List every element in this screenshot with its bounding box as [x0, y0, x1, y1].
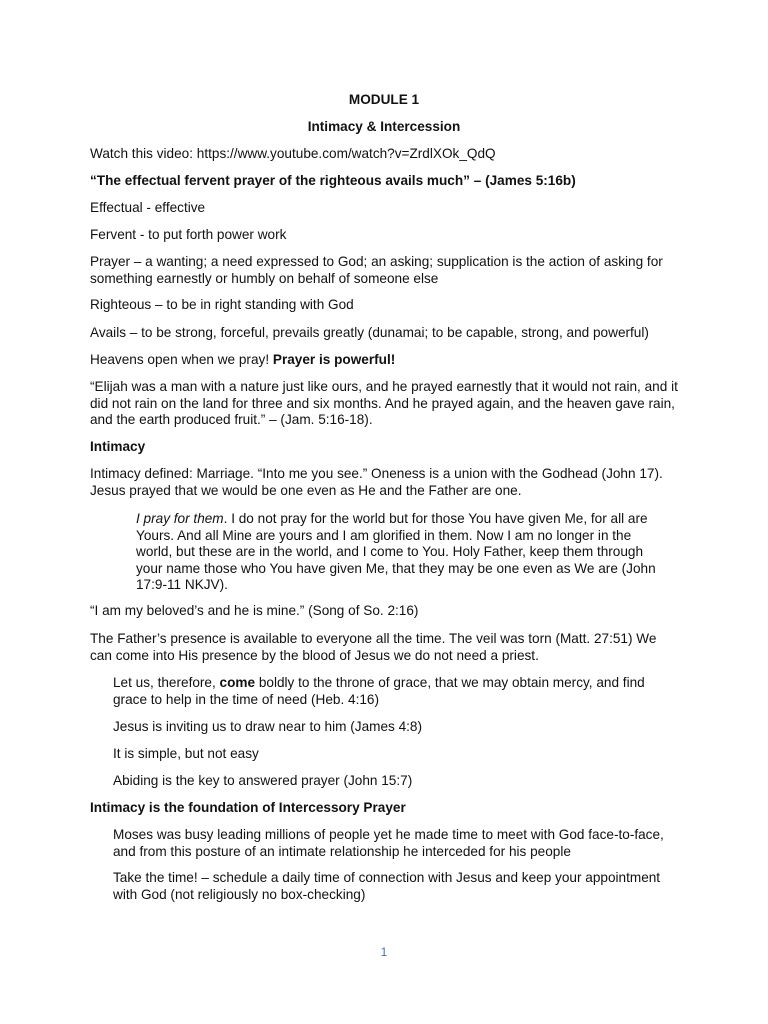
hebrews-verse: [113, 675, 680, 708]
video-link[interactable]: https://www.youtube.com/watch?v=ZrdlXOk_QdQ: [196, 146, 496, 161]
document-subtitle: Intimacy & Intercession: [307, 119, 461, 134]
definition-effectual: Effectual - effective: [90, 200, 206, 215]
definition-avails: Avails – to be strong, forceful, prevails greatly (dunamai; to be capable, strong, and powerful): [90, 325, 649, 340]
take-time-paragraph: Take the time! – schedule a daily time of connection with Jesus and keep your appointment with God (not religiously no box-checking): [113, 870, 661, 902]
elijah-quote: “Elijah was a man with a nature just like ours, and he prayed earnestly that it would not rain, and it did not rain on the land for three and six months. And he prayed again, and the heaven gave rain, and the earth produced fruit.” – (Jam. 5:16-18).: [90, 379, 678, 428]
foundation-heading: Intimacy is the foundation of Intercessory Prayer: [90, 800, 406, 815]
abiding-line: Abiding is the key to answered prayer (John 15:7): [113, 773, 413, 788]
john17-text: . I do not pray for the world but for those You have given Me, for all are Yours. And all Mine are yours and I am glorified in them. Now I am no longer in the world, but these are in the world, and I come to You. Holy Father, keep them through your name those who You have given Me, that they may be one even as We are (John 17:9-11 NKJV).: [136, 511, 656, 593]
john17-italic: I pray for them: [136, 511, 224, 526]
hebrews-bold: come: [219, 675, 256, 690]
heavens-bold: Prayer is powerful!: [272, 352, 396, 367]
heavens-text: Heavens open when we pray!: [90, 352, 273, 367]
module-title: MODULE 1: [348, 92, 420, 107]
key-verse: “The effectual fervent prayer of the righteous avails much” – (James 5:16b): [90, 173, 576, 188]
james-verse: Jesus is inviting us to draw near to him (James 4:8): [113, 719, 423, 734]
page-number: 1: [380, 945, 388, 959]
definition-prayer: Prayer – a wanting; a need expressed to God; an asking; supplication is the action of asking for something earnestly or humbly on behalf of someone else: [90, 254, 663, 286]
hebrews-before: Let us, therefore,: [113, 675, 220, 690]
song-quote: “I am my beloved’s and he is mine.” (Song of So. 2:16): [90, 603, 419, 618]
fathers-presence: The Father’s presence is available to everyone all the time. The veil was torn (Matt. 27:51) We can come into His presence by the blood of Jesus we do not need a priest.: [90, 631, 657, 663]
video-label: Watch this video:: [90, 146, 197, 161]
intimacy-heading: Intimacy: [90, 439, 146, 454]
intimacy-definition: Intimacy defined: Marriage. “Into me you see.” Oneness is a union with the Godhead (John 17). Jesus prayed that we would be one even as He and the Father are one.: [90, 466, 663, 498]
moses-paragraph: Moses was busy leading millions of people yet he made time to meet with God face-to-face, and from this posture of an intimate relationship he interceded for his people: [113, 827, 664, 859]
hebrews-after: boldly to the throne of grace, that we may obtain mercy, and find grace to help in the time of need (Heb. 4:16): [113, 675, 645, 707]
definition-righteous: Righteous – to be in right standing with God: [90, 297, 354, 312]
simple-line: It is simple, but not easy: [113, 746, 259, 761]
video-line: [90, 146, 680, 163]
john17-quote: [136, 511, 670, 594]
definition-fervent: Fervent - to put forth power work: [90, 227, 287, 242]
heavens-line: [90, 352, 680, 369]
